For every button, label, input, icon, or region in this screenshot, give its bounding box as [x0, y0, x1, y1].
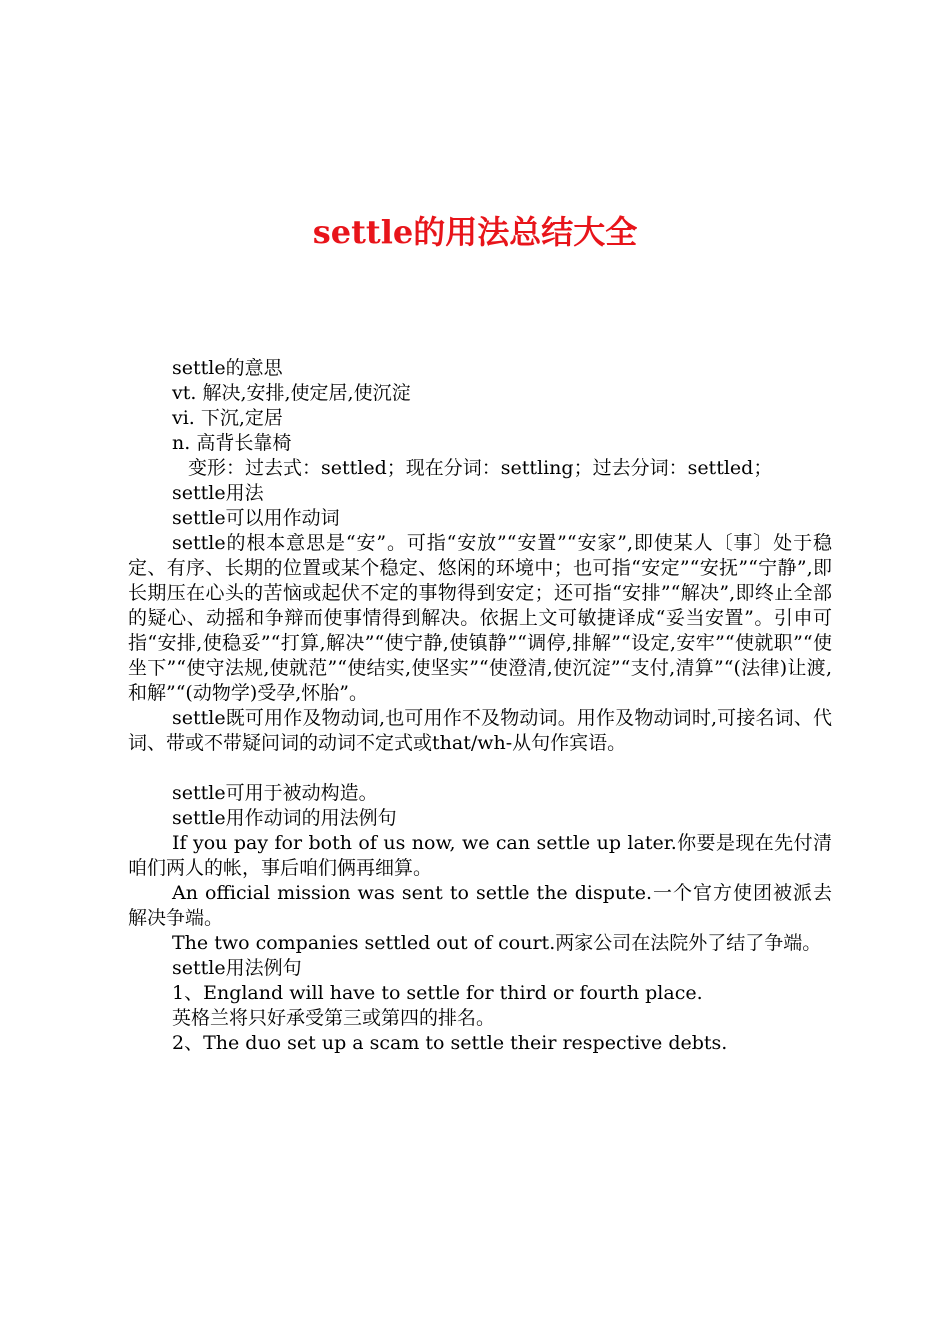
- paragraph: settle的根本意思是“安”。可指“安放”“安置”“安家”,即使某人〔事〕处于稳定、有序、长期的位置或某个稳定、悠闲的环境中；也可指“安定”“安抚”“宁静”,即长期压在心头的苦恼或起伏不定的事物得到安定；还可指“安排”“解决”,即终止全部的疑心、动摇和争辩而使事情得到解决。依据上文可敏捷译成“妥当安置”。引申可指“安排,使稳妥”“打算,解决”“使宁静,使镇静”“调停,排解”“设定,安牢”“使就职”“使坐下”“使守法规,使就范”“使结实,使坚实”“使澄清,使沉淀”“支付,清算”“(法律)让渡,和解”“(动物学)受孕,怀胎”。: [128, 532, 832, 704]
- document-body: [128, 356, 832, 1056]
- paragraph: If you pay for both of us now, we can settle up later.你要是现在先付清咱们两人的帐，事后咱们俩再细算。: [128, 832, 832, 879]
- paragraph: 1、England will have to settle for third or fourth place.: [172, 982, 703, 1004]
- paragraph: settle的意思: [172, 357, 283, 379]
- document-title: settle的用法总结大全: [312, 213, 638, 251]
- paragraph: settle用法例句: [172, 957, 302, 979]
- paragraph: n. 高背长靠椅: [172, 432, 292, 454]
- paragraph: settle用作动词的用法例句: [172, 807, 397, 829]
- paragraph: 变形：过去式：settled；现在分词：settling；过去分词：settled；: [188, 457, 773, 479]
- paragraph: vi. 下沉,定居: [172, 407, 283, 429]
- paragraph: settle既可用作及物动词,也可用作不及物动词。用作及物动词时,可接名词、代词、带或不带疑问词的动词不定式或that/wh-从句作宾语。: [128, 707, 832, 754]
- paragraph: 2、The duo set up a scam to settle their respective debts.: [172, 1032, 728, 1054]
- paragraph: settle可用于被动构造。: [172, 782, 378, 804]
- paragraph: An official mission was sent to settle the dispute.一个官方使团被派去解决争端。: [128, 882, 832, 929]
- paragraph: 英格兰将只好承受第三或第四的排名。: [172, 1007, 496, 1029]
- paragraph: The two companies settled out of court.两家公司在法院外了结了争端。: [172, 932, 822, 954]
- paragraph: settle用法: [172, 482, 264, 504]
- paragraph: settle可以用作动词: [172, 507, 340, 529]
- paragraph: vt. 解决,安排,使定居,使沉淀: [172, 382, 411, 404]
- blank-line: [128, 756, 832, 781]
